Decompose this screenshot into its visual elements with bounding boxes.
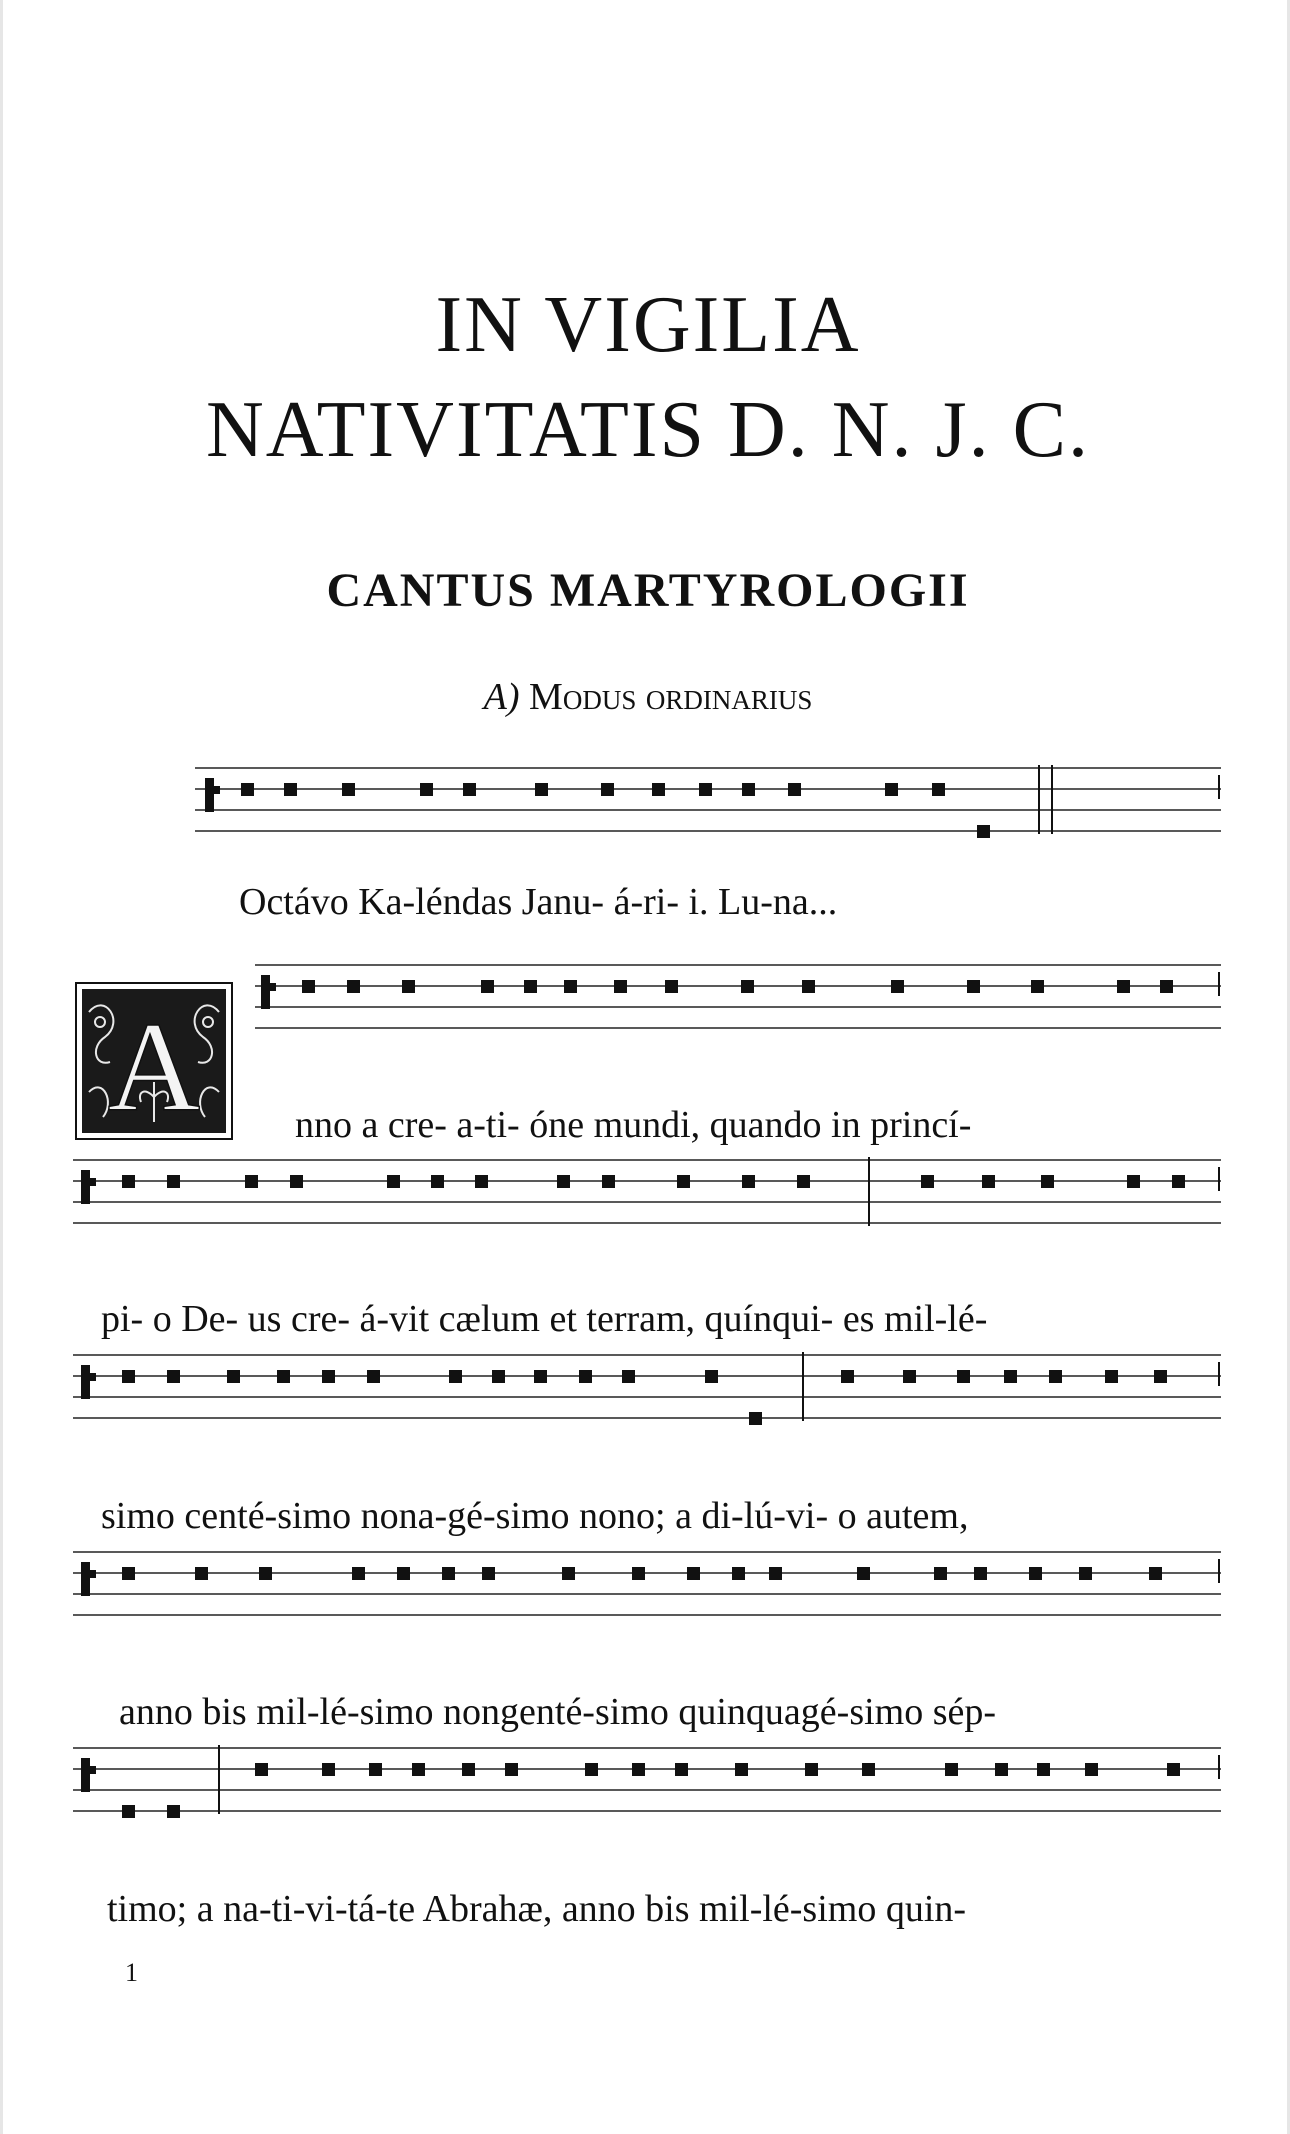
note <box>705 1370 718 1383</box>
note <box>1149 1567 1162 1580</box>
note <box>367 1370 380 1383</box>
note <box>402 980 415 993</box>
note <box>534 1370 547 1383</box>
note <box>1037 1763 1050 1776</box>
note <box>885 783 898 796</box>
note <box>1117 980 1130 993</box>
clef-mark <box>81 1758 90 1792</box>
note <box>769 1567 782 1580</box>
note <box>387 1175 400 1188</box>
note <box>585 1763 598 1776</box>
note <box>290 1175 303 1188</box>
note <box>687 1567 700 1580</box>
note <box>524 980 537 993</box>
note <box>557 1175 570 1188</box>
note <box>601 783 614 796</box>
clef-mark <box>205 778 214 812</box>
note <box>903 1370 916 1383</box>
note <box>535 783 548 796</box>
note <box>369 1763 382 1776</box>
note <box>431 1175 444 1188</box>
clef-mark <box>90 1766 96 1774</box>
note <box>241 783 254 796</box>
note <box>742 783 755 796</box>
note <box>245 1175 258 1188</box>
note <box>982 1175 995 1188</box>
note <box>891 980 904 993</box>
note <box>788 783 801 796</box>
note <box>342 783 355 796</box>
note <box>602 1175 615 1188</box>
note <box>735 1763 748 1776</box>
note <box>622 1370 635 1383</box>
note <box>420 783 433 796</box>
note <box>122 1805 135 1818</box>
note <box>945 1763 958 1776</box>
note <box>1154 1370 1167 1383</box>
note <box>1160 980 1173 993</box>
note <box>1105 1370 1118 1383</box>
note <box>397 1567 410 1580</box>
note <box>167 1175 180 1188</box>
note <box>1004 1370 1017 1383</box>
lyric-line-3: pi- o De- us cre- á-vit cælum et terram, quínqui- es mil-lé- <box>101 1298 988 1340</box>
clef-mark <box>90 1373 96 1381</box>
note <box>632 1567 645 1580</box>
note <box>322 1370 335 1383</box>
note <box>741 980 754 993</box>
lyric-line-6: timo; a na-ti-vi-tá-te Abrahæ, anno bis mil-lé-simo quin- <box>107 1888 967 1930</box>
note <box>322 1763 335 1776</box>
initial-letter: A <box>107 996 201 1138</box>
note <box>255 1763 268 1776</box>
clef-mark <box>81 1365 90 1399</box>
note <box>352 1567 365 1580</box>
note <box>195 1567 208 1580</box>
note <box>462 1763 475 1776</box>
clef-mark <box>81 1562 90 1596</box>
note <box>967 980 980 993</box>
note <box>802 980 815 993</box>
note <box>665 980 678 993</box>
modus-text: Modus ordinarius <box>529 676 813 718</box>
note <box>932 783 945 796</box>
note <box>1031 980 1044 993</box>
note <box>862 1763 875 1776</box>
note <box>481 980 494 993</box>
note <box>564 980 577 993</box>
clef-mark <box>90 1178 96 1186</box>
note <box>614 980 627 993</box>
note <box>797 1175 810 1188</box>
note <box>1172 1175 1185 1188</box>
note <box>934 1567 947 1580</box>
note <box>482 1567 495 1580</box>
note <box>259 1567 272 1580</box>
note <box>742 1175 755 1188</box>
note <box>749 1412 762 1425</box>
note <box>1049 1370 1062 1383</box>
note <box>675 1763 688 1776</box>
note <box>1041 1175 1054 1188</box>
note <box>857 1567 870 1580</box>
note <box>732 1567 745 1580</box>
note <box>699 783 712 796</box>
note <box>652 783 665 796</box>
note <box>632 1763 645 1776</box>
note <box>122 1175 135 1188</box>
note <box>284 783 297 796</box>
subtitle: CANTUS MARTYROLOGII <box>326 564 970 617</box>
note <box>1085 1763 1098 1776</box>
note <box>463 783 476 796</box>
clef-mark <box>90 1570 96 1578</box>
note <box>302 980 315 993</box>
note <box>921 1175 934 1188</box>
note <box>1029 1567 1042 1580</box>
note <box>805 1763 818 1776</box>
note <box>442 1567 455 1580</box>
lyric-line-4: simo centé-simo nona-gé-simo nono; a di-lú-vi- o autem, <box>101 1495 969 1537</box>
note <box>449 1370 462 1383</box>
note <box>122 1567 135 1580</box>
note <box>475 1175 488 1188</box>
note <box>227 1370 240 1383</box>
clef-mark <box>81 1170 90 1204</box>
note <box>505 1763 518 1776</box>
title-line-1: IN VIGILIA <box>435 281 861 369</box>
lyric-line-2: nno a cre- a-ti- óne mundi, quando in princí- <box>295 1104 972 1146</box>
note <box>1167 1763 1180 1776</box>
clef-mark <box>270 983 276 991</box>
page-number: 1 <box>125 1958 138 1987</box>
note <box>347 980 360 993</box>
note <box>412 1763 425 1776</box>
note <box>677 1175 690 1188</box>
title-line-2: NATIVITATIS D. N. J. C. <box>205 386 1090 474</box>
decorated-initial <box>75 982 233 1140</box>
note <box>167 1370 180 1383</box>
note <box>995 1763 1008 1776</box>
note <box>841 1370 854 1383</box>
note <box>277 1370 290 1383</box>
note <box>1079 1567 1092 1580</box>
lyric-line-5: anno bis mil-lé-simo nongenté-simo quinquagé-simo sép- <box>119 1691 997 1733</box>
clef-mark <box>261 975 270 1009</box>
note <box>122 1370 135 1383</box>
note <box>1127 1175 1140 1188</box>
note <box>167 1805 180 1818</box>
note <box>957 1370 970 1383</box>
note <box>492 1370 505 1383</box>
modus-letter: A) <box>483 676 520 718</box>
clef-mark <box>214 786 220 794</box>
note <box>579 1370 592 1383</box>
note <box>974 1567 987 1580</box>
note <box>562 1567 575 1580</box>
note <box>977 825 990 838</box>
lyric-line-1: Octávo Ka-léndas Janu- á-ri- i. Lu-na... <box>239 881 838 923</box>
